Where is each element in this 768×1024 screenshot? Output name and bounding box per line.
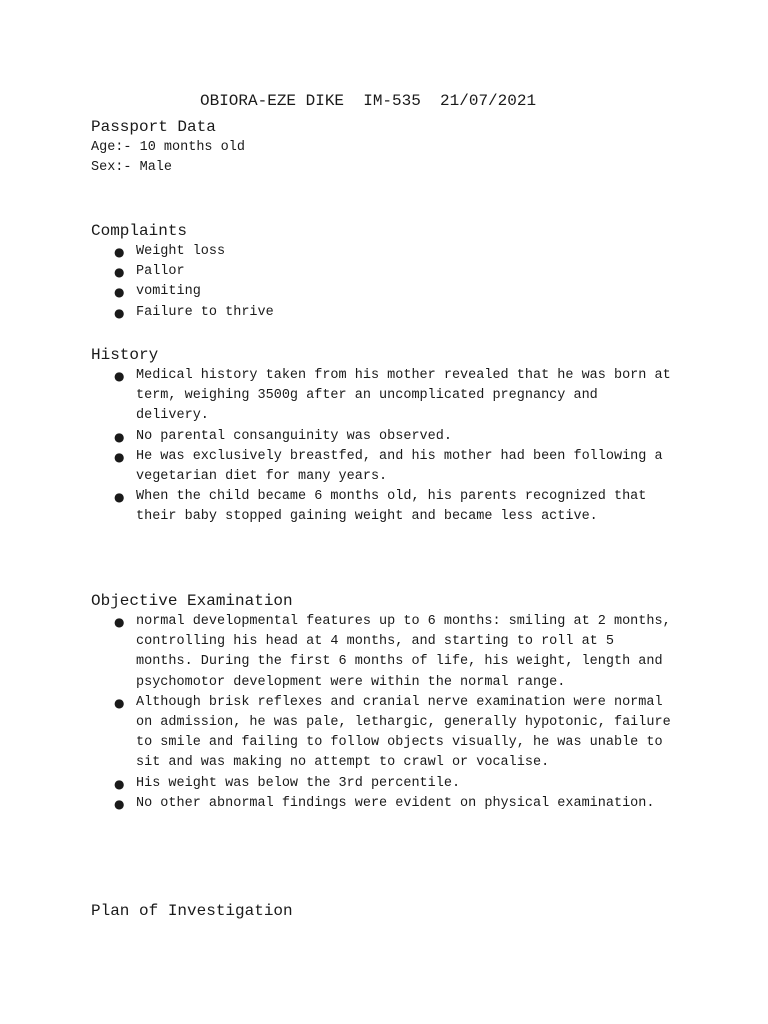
history-list (91, 366, 691, 528)
sex-line: Sex:- Male (91, 160, 173, 175)
list-item: ● His weight was below the 3rd percentile. (91, 774, 676, 794)
bullet-icon: ● (114, 776, 125, 791)
objective-heading: Objective Examination (91, 592, 293, 610)
age-line: Age:- 10 months old (91, 140, 245, 155)
list-item: ● Medical history taken from his mother revealed that he was born at term, weighing 3500g after an uncomplicated pregnancy and delivery. (114, 368, 671, 424)
complaints-section (91, 220, 691, 323)
bullet-icon: ● (114, 369, 125, 383)
bullet-icon: ● (114, 265, 125, 280)
list-item: ● normal developmental features up to 6 months: smiling at 2 months, controlling his head at 4 months, and starting to roll at 5 months. During the first 6 months of life, his weight, length and psychomotor development were within the normal range. (114, 614, 671, 690)
history-heading: History (91, 346, 159, 364)
objective-section (91, 590, 691, 814)
bullet-icon: ● (114, 615, 125, 629)
list-item: ● Pallor (91, 262, 676, 282)
passport-section (91, 116, 691, 178)
list-item: ● vomiting (91, 282, 676, 302)
bullet-icon: ● (114, 245, 125, 259)
bullet-icon: ● (114, 305, 125, 320)
list-item: ● He was exclusively breastfed, and his mother had been following a vegetarian diet for many years. (114, 448, 663, 485)
complaints-heading: Complaints (91, 222, 188, 240)
document-title: OBIORA-EZE DIKE IM-535 21/07/2021 (200, 92, 537, 110)
list-item: ● No other abnormal findings were evident on physical examination. (91, 794, 676, 814)
list-item: ● When the child became 6 months old, his parents recognized that their baby stopped gaining weight and became less active. (114, 489, 647, 525)
plan-section (91, 900, 691, 922)
objective-list (91, 612, 691, 814)
list-item: ● Although brisk reflexes and cranial nerve examination were normal on admission, he was pale, lethargic, generally hypotonic, failure to smile and failing to follow objects visually, he was unable to sit and was making no attempt to crawl or vocalise. (114, 694, 671, 771)
list-item: ● No parental consanguinity was observed. (91, 427, 676, 447)
bullet-icon: ● (114, 490, 125, 505)
complaints-list (91, 242, 691, 323)
bullet-icon: ● (114, 429, 125, 444)
bullet-icon: ● (114, 796, 125, 811)
list-item: ● Weight loss (91, 242, 676, 262)
passport-heading: Passport Data (91, 118, 216, 136)
bullet-icon: ● (114, 449, 125, 464)
list-item: ● Failure to thrive (91, 303, 676, 323)
history-section (91, 344, 691, 528)
bullet-icon: ● (114, 695, 125, 710)
plan-heading: Plan of Investigation (91, 902, 293, 920)
bullet-icon: ● (114, 285, 125, 300)
